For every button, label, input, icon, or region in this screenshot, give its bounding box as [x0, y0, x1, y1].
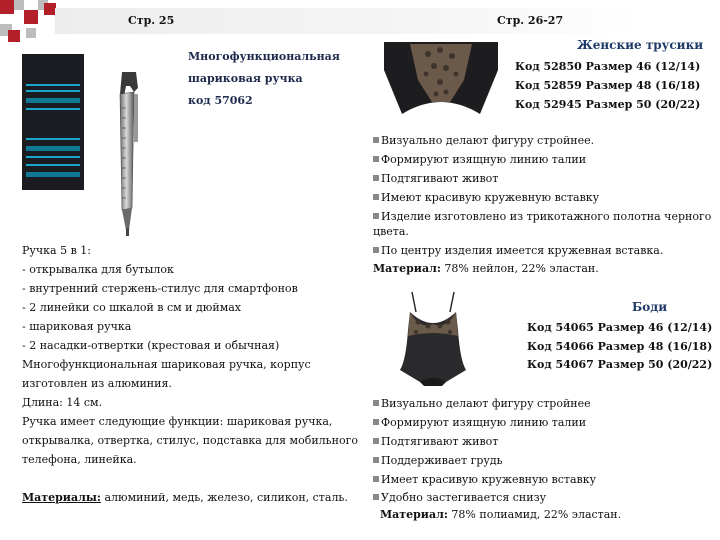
- description-line: открывалка, отвертка, стилус, подставка для мобильного: [22, 434, 358, 447]
- panties-bullet: Подтягивают живот: [373, 171, 498, 186]
- page-number-right: Стр. 26-27: [497, 14, 564, 27]
- red-square: [0, 0, 14, 14]
- panties-bullet: Формируют изящную линию талии: [373, 152, 586, 167]
- bullet-icon: [373, 247, 379, 253]
- bullet-icon: [373, 213, 379, 219]
- description-line: - шариковая ручка: [22, 320, 132, 333]
- panties-bullet: Визуально делают фигуру стройнее.: [373, 133, 594, 148]
- page-number-left: Стр. 25: [128, 14, 175, 27]
- pen-description: [22, 241, 358, 507]
- panties-material: Материал: 78% нейлон, 22% эластан.: [373, 262, 599, 275]
- materials-label: Материалы:: [22, 491, 101, 504]
- red-square: [8, 30, 20, 42]
- description-line: - открывалка для бутылок: [22, 263, 174, 276]
- pen-title-line-2: шариковая ручка: [188, 72, 303, 85]
- bodysuit-bullet: Имеет красивую кружевную вставку: [373, 472, 596, 487]
- bullet-icon: [373, 175, 379, 181]
- bodysuit-code-2: Код 54066 Размер 48 (16/18): [527, 340, 713, 353]
- bullet-icon: [373, 400, 379, 406]
- bodysuit-image: [396, 290, 470, 388]
- bullet-icon: [373, 476, 379, 482]
- bodysuit-bullet: Удобно застегивается снизу: [373, 490, 546, 505]
- gray-square: [26, 28, 36, 38]
- panties-title: Женские трусики: [577, 38, 704, 52]
- panties-bullet-continuation: цвета.: [373, 225, 409, 238]
- bodysuit-bullet: Подтягивают живот: [373, 434, 498, 449]
- bodysuit-code-3: Код 54067 Размер 50 (20/22): [527, 358, 713, 371]
- panties-code-2: Код 52859 Размер 48 (16/18): [515, 79, 701, 92]
- description-line: Длина: 14 см.: [22, 396, 103, 409]
- gray-square: [14, 0, 24, 10]
- description-line: изготовлен из алюминия.: [22, 377, 172, 390]
- description-line: - 2 линейки со шкалой в см и дюймах: [22, 301, 242, 314]
- description-line: Ручка имеет следующие функции: шариковая ручка,: [22, 415, 333, 428]
- bullet-icon: [373, 137, 379, 143]
- materials-value: алюминий, медь, железо, силикон, сталь.: [100, 491, 348, 504]
- bodysuit-bullet: Визуально делают фигуру стройнее: [373, 396, 591, 411]
- description-line: - 2 насадки-отвертки (крестовая и обычная): [22, 339, 280, 352]
- bodysuit-title: Боди: [632, 300, 668, 314]
- panties-code-3: Код 52945 Размер 50 (20/22): [515, 98, 701, 111]
- bullet-icon: [373, 494, 379, 500]
- pen-box-image: [22, 54, 84, 190]
- description-line: Ручка 5 в 1:: [22, 244, 91, 257]
- bullet-icon: [373, 194, 379, 200]
- bullet-icon: [373, 457, 379, 463]
- pen-materials: [22, 488, 358, 507]
- pen-image: [100, 68, 152, 238]
- bodysuit-code-1: Код 54065 Размер 46 (12/14): [527, 321, 713, 334]
- description-line: телефона, линейка.: [22, 453, 137, 466]
- panties-bullet: Имеют красивую кружевную вставку: [373, 190, 599, 205]
- bodysuit-bullet: Поддерживает грудь: [373, 453, 503, 468]
- pen-code: код 57062: [188, 94, 253, 107]
- bodysuit-material: Материал: 78% полиамид, 22% эластан.: [380, 508, 622, 521]
- bullet-icon: [373, 156, 379, 162]
- bullet-icon: [373, 438, 379, 444]
- panties-bullet: Изделие изготовлено из трикотажного полотна черного: [373, 209, 711, 224]
- bullet-icon: [373, 419, 379, 425]
- red-square: [24, 10, 38, 24]
- panties-image: [380, 40, 502, 120]
- panties-bullet: По центру изделия имеется кружевная вставка.: [373, 243, 663, 258]
- panties-code-1: Код 52850 Размер 46 (12/14): [515, 60, 701, 73]
- pen-title-line-1: Многофункциональная: [188, 50, 340, 63]
- description-line: - внутренний стержень-стилус для смартфонов: [22, 282, 298, 295]
- description-line: Многофункциональная шариковая ручка, корпус: [22, 358, 311, 371]
- bodysuit-bullet: Формируют изящную линию талии: [373, 415, 586, 430]
